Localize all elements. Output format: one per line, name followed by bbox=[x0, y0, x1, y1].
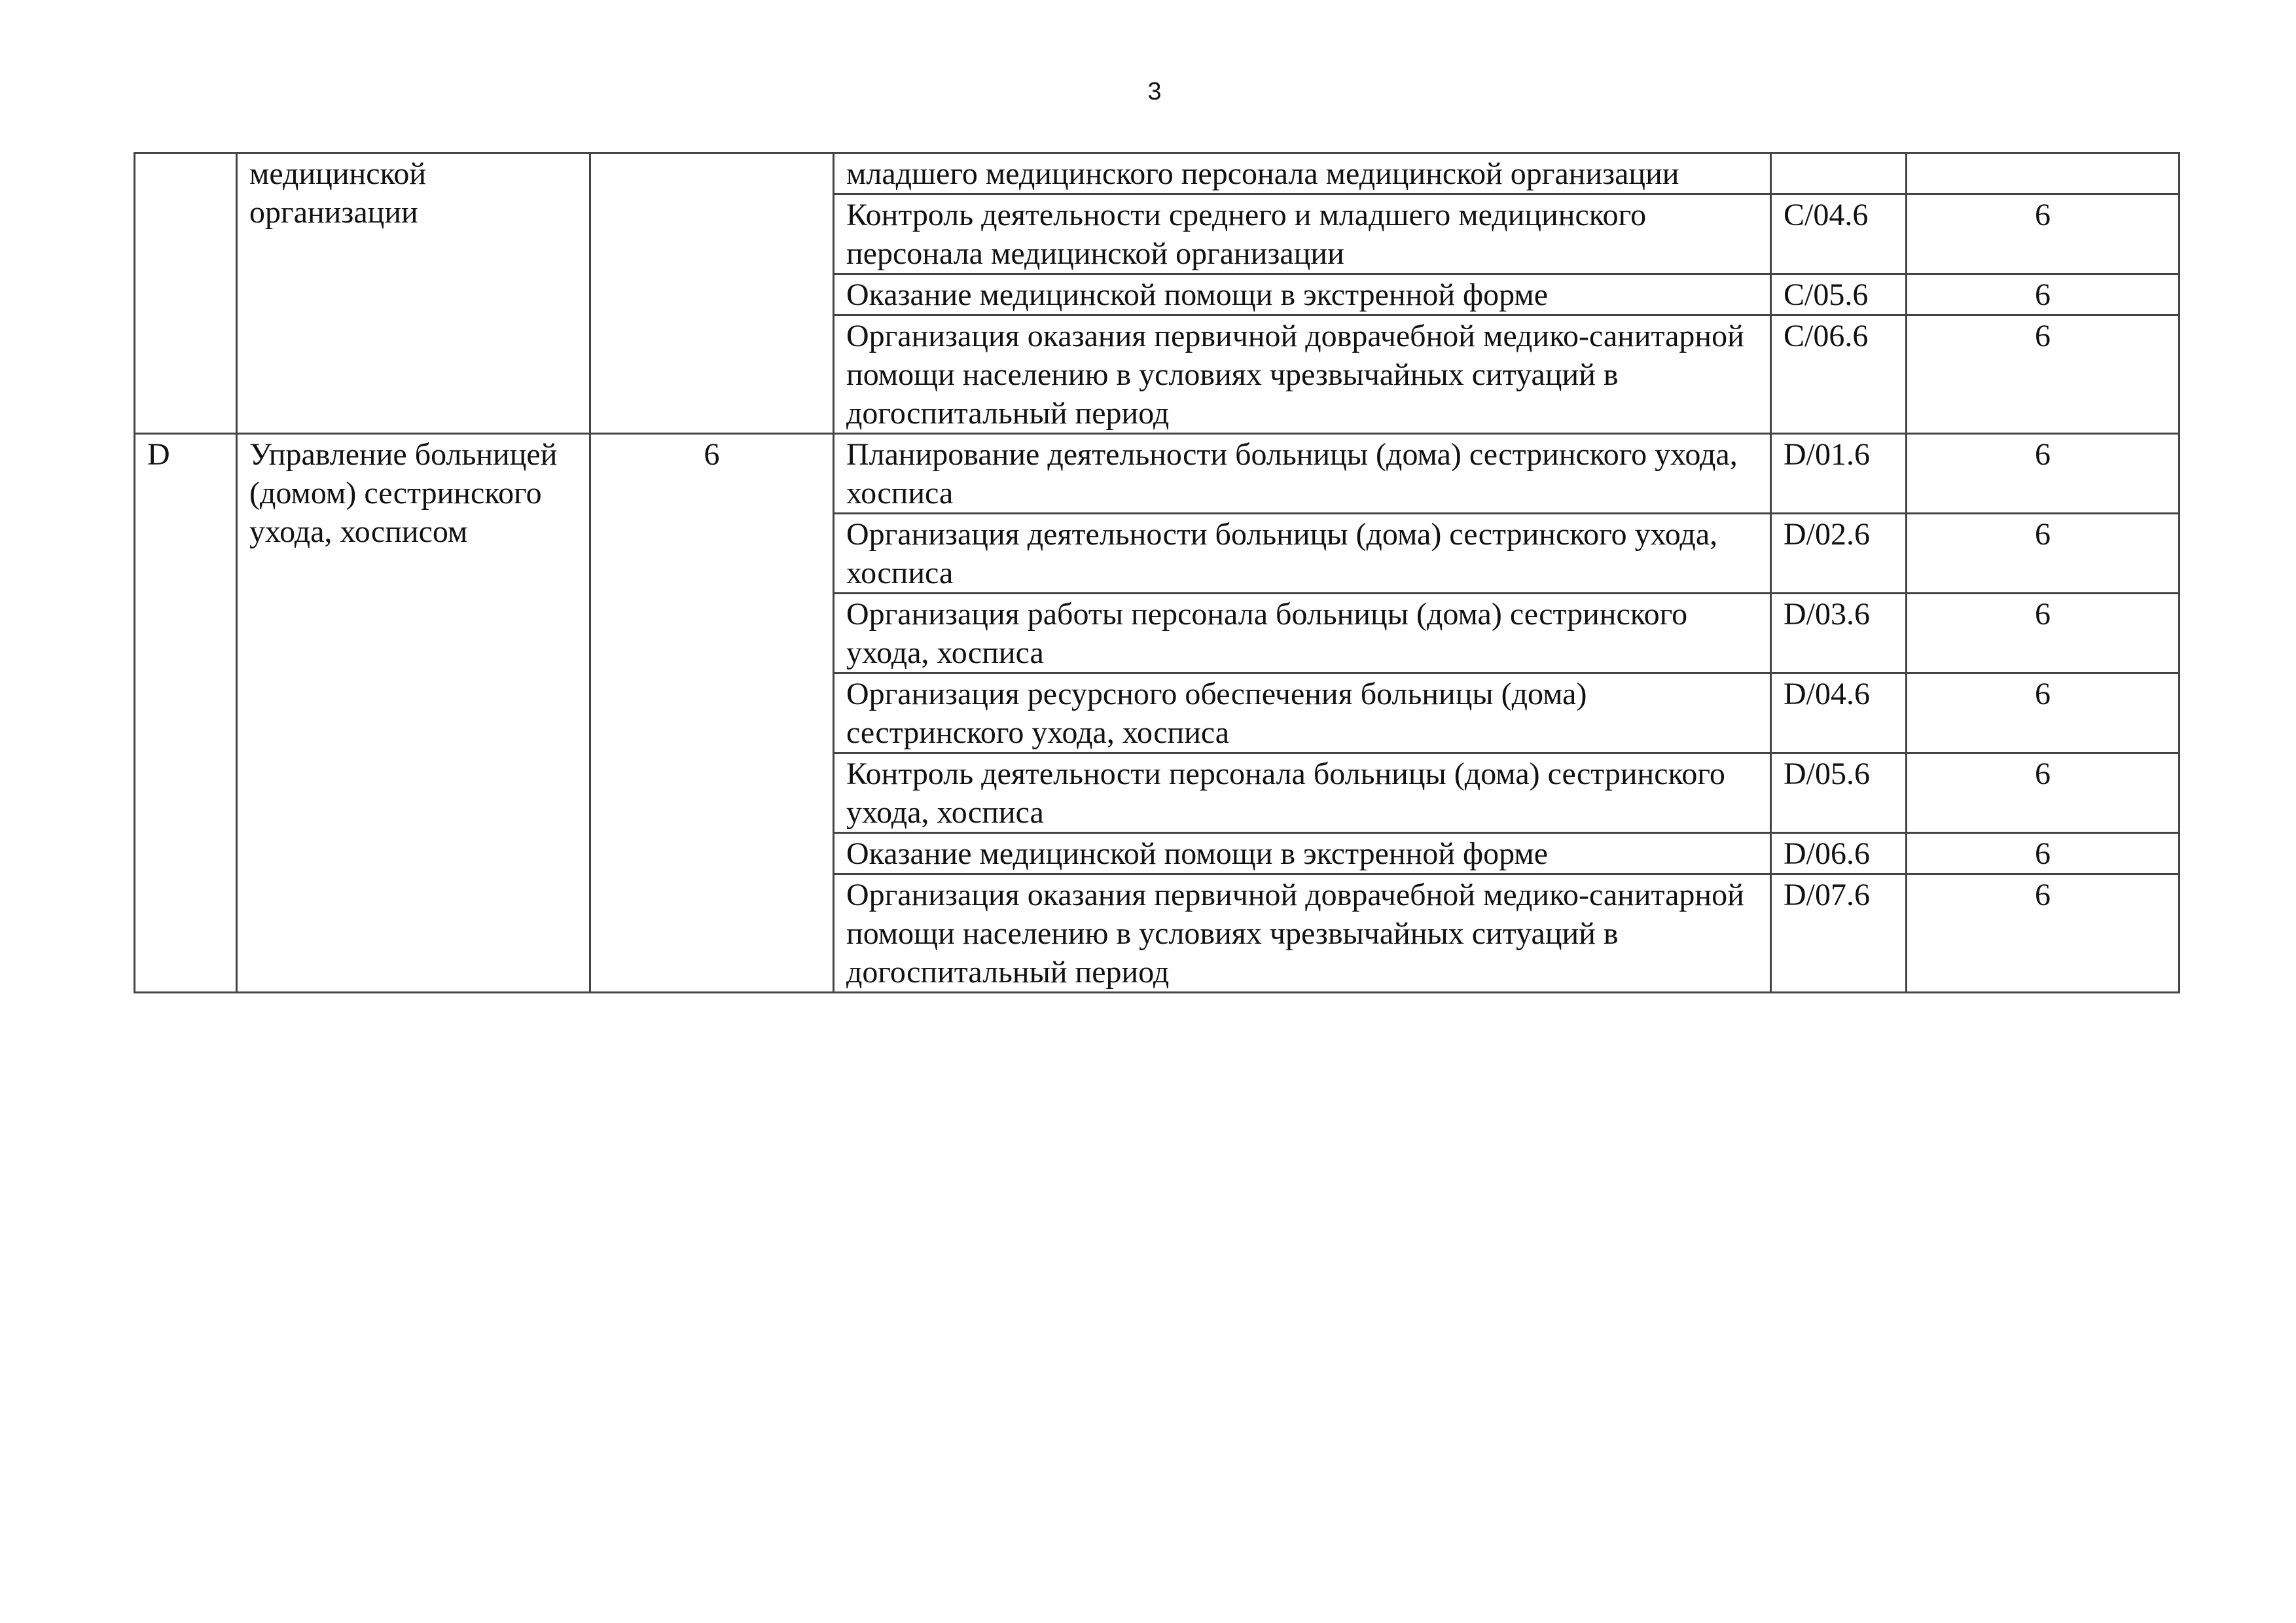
function-code-cell: C/04.6 bbox=[1771, 194, 1907, 274]
function-name-cell: Организация ресурсного обеспечения больницы (дома) сестринского ухода, хосписа bbox=[834, 673, 1771, 753]
function-level-cell bbox=[1907, 153, 2179, 194]
group-level-cell bbox=[590, 153, 834, 434]
group-name-cell: Управление больницей (домом) сестринского ухода, хосписом bbox=[237, 434, 590, 993]
function-name-cell: Контроль деятельности персонала больницы (дома) сестринского ухода, хосписа bbox=[834, 753, 1771, 833]
group-code-cell: D bbox=[135, 434, 237, 993]
function-code-cell: D/03.6 bbox=[1771, 594, 1907, 673]
page-number: 3 bbox=[1147, 78, 1162, 105]
function-code-cell: D/06.6 bbox=[1771, 833, 1907, 874]
table-row bbox=[135, 434, 2179, 514]
group-level-cell: 6 bbox=[590, 434, 834, 993]
function-name-cell: Планирование деятельности больницы (дома) сестринского ухода, хосписа bbox=[834, 434, 1771, 514]
function-name-cell: Организация оказания первичной доврачебной медико-санитарной помощи населению в условиях чрезвычайных ситуаций в догоспитальный период bbox=[834, 315, 1771, 434]
function-level-cell: 6 bbox=[1907, 274, 2179, 315]
function-code-cell: D/04.6 bbox=[1771, 673, 1907, 753]
labor-functions-table bbox=[134, 152, 2180, 993]
function-level-cell: 6 bbox=[1907, 514, 2179, 594]
function-name-cell: Оказание медицинской помощи в экстренной форме bbox=[834, 833, 1771, 874]
group-name-cell: медицинской организации bbox=[237, 153, 590, 434]
function-level-cell: 6 bbox=[1907, 194, 2179, 274]
function-code-cell: C/06.6 bbox=[1771, 315, 1907, 434]
function-level-cell: 6 bbox=[1907, 753, 2179, 833]
function-code-cell: C/05.6 bbox=[1771, 274, 1907, 315]
function-name-cell: Организация работы персонала больницы (дома) сестринского ухода, хосписа bbox=[834, 594, 1771, 673]
function-level-cell: 6 bbox=[1907, 434, 2179, 514]
function-name-cell: Оказание медицинской помощи в экстренной форме bbox=[834, 274, 1771, 315]
function-name-cell: младшего медицинского персонала медицинской организации bbox=[834, 153, 1771, 194]
function-level-cell: 6 bbox=[1907, 673, 2179, 753]
function-level-cell: 6 bbox=[1907, 874, 2179, 993]
function-code-cell: D/05.6 bbox=[1771, 753, 1907, 833]
function-level-cell: 6 bbox=[1907, 315, 2179, 434]
function-code-cell bbox=[1771, 153, 1907, 194]
function-code-cell: D/07.6 bbox=[1771, 874, 1907, 993]
table-row bbox=[135, 153, 2179, 194]
function-name-cell: Организация деятельности больницы (дома) сестринского ухода, хосписа bbox=[834, 514, 1771, 594]
function-level-cell: 6 bbox=[1907, 833, 2179, 874]
function-name-cell: Организация оказания первичной доврачебной медико-санитарной помощи населению в условиях чрезвычайных ситуаций в догоспитальный период bbox=[834, 874, 1771, 993]
function-name-cell: Контроль деятельности среднего и младшего медицинского персонала медицинской организации bbox=[834, 194, 1771, 274]
group-code-cell bbox=[135, 153, 237, 434]
function-level-cell: 6 bbox=[1907, 594, 2179, 673]
function-code-cell: D/01.6 bbox=[1771, 434, 1907, 514]
function-code-cell: D/02.6 bbox=[1771, 514, 1907, 594]
